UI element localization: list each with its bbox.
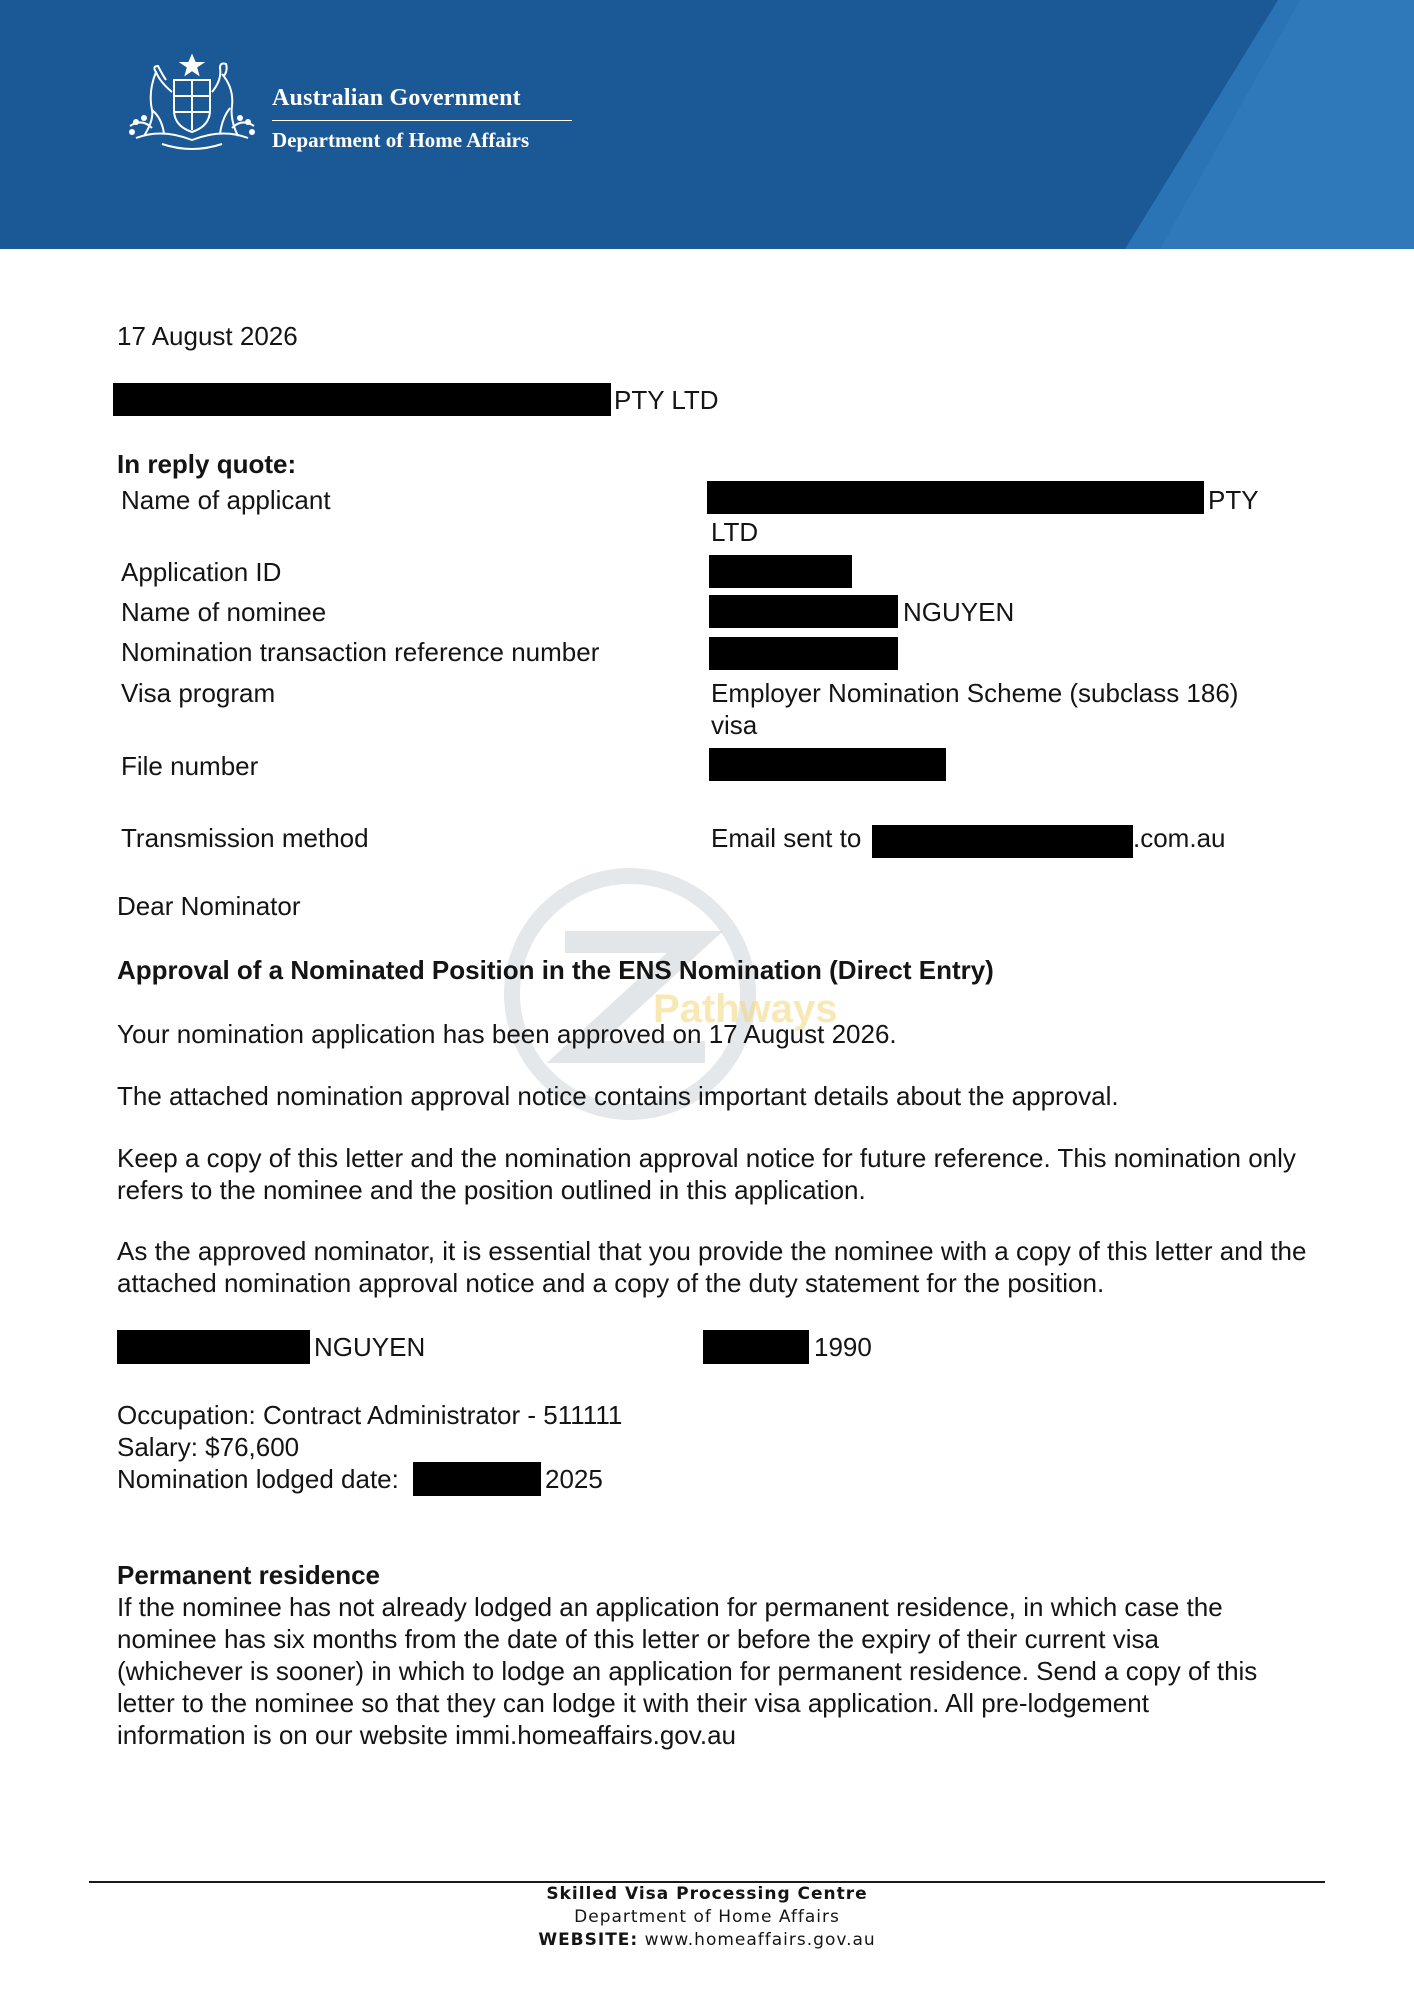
- redaction-email: [872, 825, 1133, 858]
- lodged-date-label: Nomination lodged date:: [117, 1464, 399, 1494]
- footer-website-label: WEBSITE:: [538, 1930, 639, 1950]
- redaction-nominee-given-name: [709, 595, 898, 628]
- addressee-suffix: PTY LTD: [614, 385, 719, 415]
- watermark-text: Pathways: [653, 987, 838, 1031]
- approval-paragraph: Your nomination application has been approved on 17 August 2026.: [117, 1019, 897, 1049]
- keep-copy-paragraph: Keep a copy of this letter and the nomination approval notice for future reference. This nomination only refers to the nominee and the position outlined in this application.: [117, 1143, 1296, 1205]
- agency-divider: [272, 120, 572, 121]
- redaction-application-id: [709, 555, 852, 588]
- applicant-suffix-line2: LTD: [711, 517, 759, 547]
- coat-of-arms-icon: [122, 52, 262, 160]
- transmission-suffix: .com.au: [1133, 823, 1226, 853]
- redaction-lodged-date: [413, 1462, 541, 1496]
- nominee-row-surname: NGUYEN: [314, 1332, 426, 1362]
- applicant-suffix-line1: PTY: [1208, 485, 1259, 515]
- footer-department: Department of Home Affairs: [574, 1907, 840, 1927]
- file-number-label: File number: [121, 751, 259, 781]
- letter-date: 17 August 2026: [117, 321, 298, 351]
- nominee-surname: NGUYEN: [903, 597, 1015, 627]
- lodged-year: 2025: [545, 1464, 603, 1494]
- permanent-residence-heading: Permanent residence: [117, 1560, 381, 1590]
- permanent-residence-paragraph: If the nominee has not already lodged an application for permanent residence, in which case the nominee has six months from the date of this letter or before the expiry of their current visa (whichever is sooner) in which to lodge an application for permanent residence. Send a copy of this letter to the nominee so that they can lodge it with their visa application. All pre-lodgement information is on our website immi.homeaffairs.gov.au: [117, 1592, 1258, 1750]
- nominee-birth-year: 1990: [814, 1332, 872, 1362]
- visa-program-value-line1: Employer Nomination Scheme (subclass 186): [711, 678, 1239, 708]
- occupation-line: Occupation: Contract Administrator - 511111: [117, 1400, 623, 1430]
- footer-website-link[interactable]: www.homeaffairs.gov.au: [644, 1930, 876, 1950]
- salutation: Dear Nominator: [117, 891, 301, 921]
- redaction-applicant: [707, 481, 1204, 514]
- redaction-birth-date: [703, 1330, 809, 1364]
- reply-quote-heading: In reply quote:: [117, 449, 297, 479]
- transmission-label: Transmission method: [121, 823, 369, 853]
- footer-website-line: [0, 1929, 1414, 1951]
- visa-program-value-line2: visa: [711, 710, 758, 740]
- government-name: Australian Government: [272, 85, 521, 111]
- redaction-file-number: [709, 748, 946, 781]
- application-id-label: Application ID: [121, 557, 282, 587]
- header-banner: [0, 0, 1414, 249]
- visa-program-label: Visa program: [121, 678, 276, 708]
- transmission-prefix: Email sent to: [711, 823, 862, 853]
- applicant-label: Name of applicant: [121, 485, 331, 515]
- provide-copy-paragraph: As the approved nominator, it is essential that you provide the nominee with a copy of this letter and the attached nomination approval notice and a copy of the duty statement for the position.: [117, 1236, 1307, 1298]
- footer-centre: Skilled Visa Processing Centre: [546, 1884, 868, 1904]
- redaction-reference: [709, 637, 898, 670]
- agency-name: [272, 83, 572, 153]
- reference-label: Nomination transaction reference number: [121, 637, 600, 667]
- redaction-addressee: [113, 383, 611, 416]
- department-name: Department of Home Affairs: [272, 128, 530, 152]
- subject-heading: Approval of a Nominated Position in the ENS Nomination (Direct Entry): [117, 955, 994, 985]
- notice-paragraph: The attached nomination approval notice contains important details about the approval.: [117, 1081, 1119, 1111]
- salary-line: Salary: $76,600: [117, 1432, 300, 1462]
- nominee-label: Name of nominee: [121, 597, 327, 627]
- redaction-nominee-row-given-name: [117, 1330, 310, 1364]
